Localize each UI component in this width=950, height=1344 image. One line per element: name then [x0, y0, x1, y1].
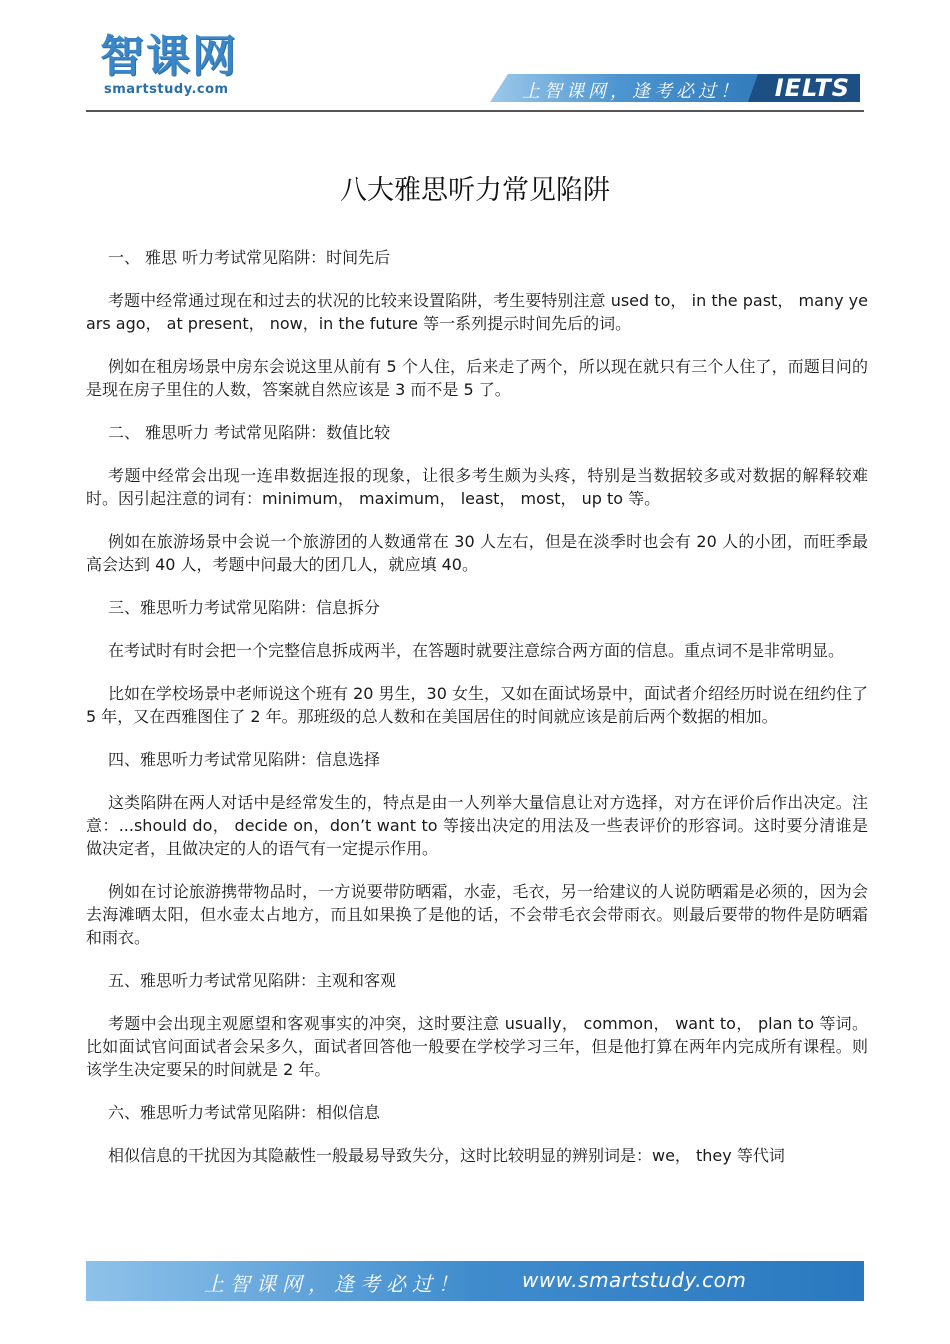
section-paragraph: 这类陷阱在两人对话中是经常发生的，特点是由一人列举大量信息让对方选择，对方在评价后作出决定。注意：...should do， decide on，don’t want to 等接出决定的用法及一些表评价的形容词。这时要分清谁是做决定者，且做决定的人的语气有一定提示作用。	[86, 793, 868, 858]
section-paragraph: 考题中会出现主观愿望和客观事实的冲突，这时要注意 usually， common， want to， plan to 等词。比如面试官问面试者会呆多久，面试者回答他一般要在学校学习三年，但是他打算在两年内完成所有课程。则该学生决定要呆的时间就是 2 年。	[86, 1014, 868, 1079]
section-paragraph: 考题中经常会出现一连串数据连报的现象，让很多考生颇为头疼，特别是当数据较多或对数据的解释较难时。因引起注意的词有：minimum， maximum， least， most， up to 等。	[86, 466, 868, 508]
footer-website-link[interactable]: www.smartstudy.com	[522, 1268, 747, 1292]
logo-domain: smartstudy.com	[104, 82, 229, 97]
section-paragraph: 例如在旅游场景中会说一个旅游团的人数通常在 30 人左右，但是在淡季时也会有 20 人的小团，而旺季最高会达到 40 人，考题中问最大的团几人，就应填 40。	[86, 532, 868, 574]
page-footer	[86, 1261, 864, 1301]
section-paragraph: 相似信息的干扰因为其隐蔽性一般最易导致失分，这时比较明显的辨别词是：we， they 等代词	[108, 1146, 785, 1165]
footer-banner-background	[86, 1261, 864, 1301]
section-heading: 六、雅思听力考试常见陷阱：相似信息	[108, 1103, 381, 1122]
section-paragraph: 考题中经常通过现在和过去的状况的比较来设置陷阱，考生要特别注意 used to， in the past， many years ago， at present， now，in the future 等一系列提示时间先后的词。	[86, 291, 868, 333]
ielts-label: IELTS	[774, 74, 850, 102]
header-divider	[86, 110, 864, 112]
section-heading: 五、雅思听力考试常见陷阱：主观和客观	[108, 971, 397, 990]
section-heading: 一、 雅思 听力考试常见陷阱：时间先后	[108, 248, 391, 267]
section-paragraph: 在考试时有时会把一个完整信息拆成两半，在答题时就要注意综合两方面的信息。重点词不是非常明显。	[108, 641, 845, 660]
page-header	[0, 0, 950, 118]
article-body	[86, 246, 868, 1167]
header-banner	[490, 74, 860, 102]
page-title: 八大雅思听力常见陷阱	[340, 175, 610, 206]
section-paragraph: 比如在学校场景中老师说这个班有 20 男生，30 女生，又如在面试场景中，面试者介绍经历时说在纽约住了 5 年，又在西雅图住了 2 年。那班级的总人数和在美国居住的时间就应该是前后两个数据的相加。	[86, 684, 868, 726]
smartstudy-logo[interactable]	[100, 31, 260, 104]
header-slogan: 上智课网，逢考必过！	[522, 81, 742, 102]
section-paragraph: 例如在讨论旅游携带物品时，一方说要带防晒霜，水壶，毛衣，另一给建议的人说防晒霜是必须的，因为会去海滩晒太阳，但水壶太占地方，而且如果换了是他的话，不会带毛衣会带雨衣。则最后要带的物件是防晒霜和雨衣。	[86, 882, 868, 947]
logo-wordmark: 智课网	[100, 31, 238, 82]
section-heading: 四、雅思听力考试常见陷阱：信息选择	[108, 750, 381, 769]
section-paragraph: 例如在租房场景中房东会说这里从前有 5 个人住，后来走了两个，所以现在就只有三个人住了，而题目问的是现在房子里住的人数，答案就自然应该是 3 而不是 5 了。	[86, 357, 868, 399]
section-heading: 二、 雅思听力 考试常见陷阱：数值比较	[108, 423, 391, 442]
footer-slogan: 上智课网，逢考必过！	[204, 1272, 464, 1296]
section-heading: 三、雅思听力考试常见陷阱：信息拆分	[108, 598, 381, 617]
